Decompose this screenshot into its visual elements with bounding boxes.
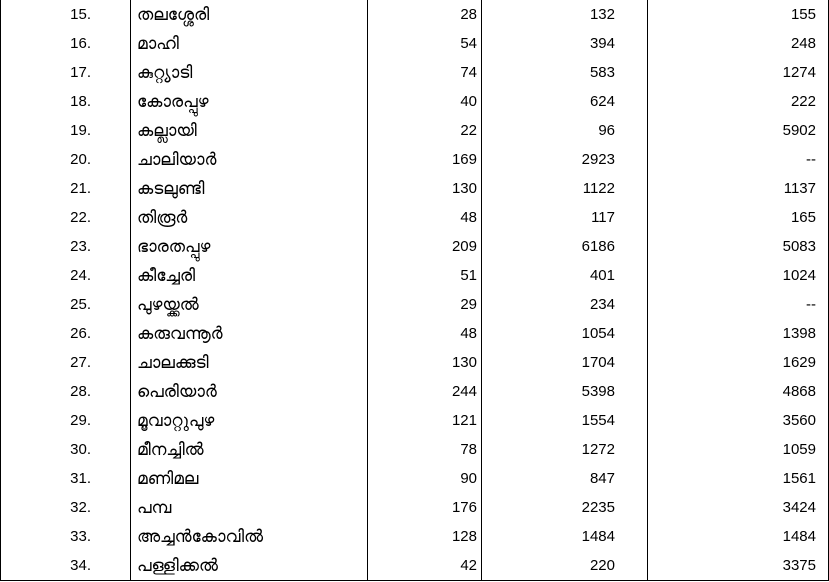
value-col-1: 78 [368, 435, 482, 464]
river-name: മാഹി [131, 29, 368, 58]
table-row [1, 174, 829, 203]
value-col-1: 48 [368, 319, 482, 348]
value-col-2: 2235 [482, 493, 648, 522]
row-number: 22. [1, 203, 131, 232]
table-row [1, 493, 829, 522]
value-col-3: 155 [648, 0, 829, 29]
value-col-2: 132 [482, 0, 648, 29]
table-row [1, 522, 829, 551]
value-col-3: -- [648, 145, 829, 174]
river-name: കീച്ചേരി [131, 261, 368, 290]
row-number: 24. [1, 261, 131, 290]
table-row [1, 551, 829, 581]
row-number: 33. [1, 522, 131, 551]
row-number: 23. [1, 232, 131, 261]
value-col-3: 1024 [648, 261, 829, 290]
value-col-2: 1054 [482, 319, 648, 348]
river-name: കരുവന്നൂർ [131, 319, 368, 348]
row-number: 16. [1, 29, 131, 58]
table-row [1, 319, 829, 348]
row-number: 15. [1, 0, 131, 29]
table-row [1, 203, 829, 232]
value-col-3: 248 [648, 29, 829, 58]
value-col-1: 29 [368, 290, 482, 319]
river-name: പെരിയാർ [131, 377, 368, 406]
value-col-3: 1137 [648, 174, 829, 203]
table-row [1, 377, 829, 406]
value-col-3: 3424 [648, 493, 829, 522]
river-name: ചാലിയാർ [131, 145, 368, 174]
value-col-1: 121 [368, 406, 482, 435]
row-number: 31. [1, 464, 131, 493]
value-col-3: 3560 [648, 406, 829, 435]
river-name: തലശ്ശേരി [131, 0, 368, 29]
value-col-1: 130 [368, 348, 482, 377]
value-col-3: 1398 [648, 319, 829, 348]
river-name: മീനച്ചിൽ [131, 435, 368, 464]
rivers-table-body [1, 0, 829, 581]
value-col-2: 624 [482, 87, 648, 116]
value-col-2: 1704 [482, 348, 648, 377]
value-col-3: 5083 [648, 232, 829, 261]
river-name: മൂവാറ്റുപുഴ [131, 406, 368, 435]
value-col-1: 48 [368, 203, 482, 232]
value-col-3: 5902 [648, 116, 829, 145]
row-number: 17. [1, 58, 131, 87]
river-name: ഭാരതപ്പുഴ [131, 232, 368, 261]
value-col-2: 1554 [482, 406, 648, 435]
value-col-2: 117 [482, 203, 648, 232]
river-name: ചാലക്കുടി [131, 348, 368, 377]
table-row [1, 435, 829, 464]
table-row [1, 87, 829, 116]
table-row [1, 232, 829, 261]
value-col-1: 176 [368, 493, 482, 522]
value-col-2: 96 [482, 116, 648, 145]
river-name: കല്ലായി [131, 116, 368, 145]
value-col-1: 74 [368, 58, 482, 87]
value-col-1: 54 [368, 29, 482, 58]
row-number: 18. [1, 87, 131, 116]
value-col-2: 401 [482, 261, 648, 290]
value-col-1: 244 [368, 377, 482, 406]
value-col-2: 5398 [482, 377, 648, 406]
table-row [1, 406, 829, 435]
value-col-2: 6186 [482, 232, 648, 261]
value-col-3: 222 [648, 87, 829, 116]
row-number: 20. [1, 145, 131, 174]
value-col-2: 847 [482, 464, 648, 493]
value-col-3: 1629 [648, 348, 829, 377]
row-number: 28. [1, 377, 131, 406]
value-col-1: 90 [368, 464, 482, 493]
row-number: 26. [1, 319, 131, 348]
river-name: പള്ളിക്കൽ [131, 551, 368, 581]
row-number: 27. [1, 348, 131, 377]
table-row [1, 0, 829, 29]
table-row [1, 464, 829, 493]
value-col-2: 220 [482, 551, 648, 581]
river-name: തിരൂർ [131, 203, 368, 232]
river-name: പമ്പ [131, 493, 368, 522]
table-row [1, 348, 829, 377]
table-row [1, 261, 829, 290]
value-col-2: 234 [482, 290, 648, 319]
river-name: പുഴയ്ക്കൽ [131, 290, 368, 319]
value-col-1: 130 [368, 174, 482, 203]
value-col-3: 1059 [648, 435, 829, 464]
value-col-2: 1122 [482, 174, 648, 203]
value-col-3: 4868 [648, 377, 829, 406]
value-col-1: 22 [368, 116, 482, 145]
value-col-2: 583 [482, 58, 648, 87]
value-col-1: 51 [368, 261, 482, 290]
value-col-3: 1484 [648, 522, 829, 551]
value-col-2: 2923 [482, 145, 648, 174]
value-col-1: 40 [368, 87, 482, 116]
value-col-1: 42 [368, 551, 482, 581]
row-number: 25. [1, 290, 131, 319]
value-col-2: 1484 [482, 522, 648, 551]
river-name: അച്ചൻകോവിൽ [131, 522, 368, 551]
row-number: 34. [1, 551, 131, 581]
table-row [1, 290, 829, 319]
table-row [1, 145, 829, 174]
value-col-3: 3375 [648, 551, 829, 581]
value-col-3: 1274 [648, 58, 829, 87]
table-row [1, 58, 829, 87]
river-name: കോരപ്പുഴ [131, 87, 368, 116]
river-name: കുറ്റ്യാടി [131, 58, 368, 87]
table-row [1, 29, 829, 58]
row-number: 19. [1, 116, 131, 145]
row-number: 32. [1, 493, 131, 522]
river-name: മണിമല [131, 464, 368, 493]
value-col-1: 169 [368, 145, 482, 174]
row-number: 30. [1, 435, 131, 464]
value-col-3: 1561 [648, 464, 829, 493]
value-col-3: -- [648, 290, 829, 319]
value-col-2: 1272 [482, 435, 648, 464]
value-col-2: 394 [482, 29, 648, 58]
table-row [1, 116, 829, 145]
row-number: 21. [1, 174, 131, 203]
value-col-3: 165 [648, 203, 829, 232]
river-name: കടലുണ്ടി [131, 174, 368, 203]
value-col-1: 28 [368, 0, 482, 29]
value-col-1: 128 [368, 522, 482, 551]
value-col-1: 209 [368, 232, 482, 261]
row-number: 29. [1, 406, 131, 435]
